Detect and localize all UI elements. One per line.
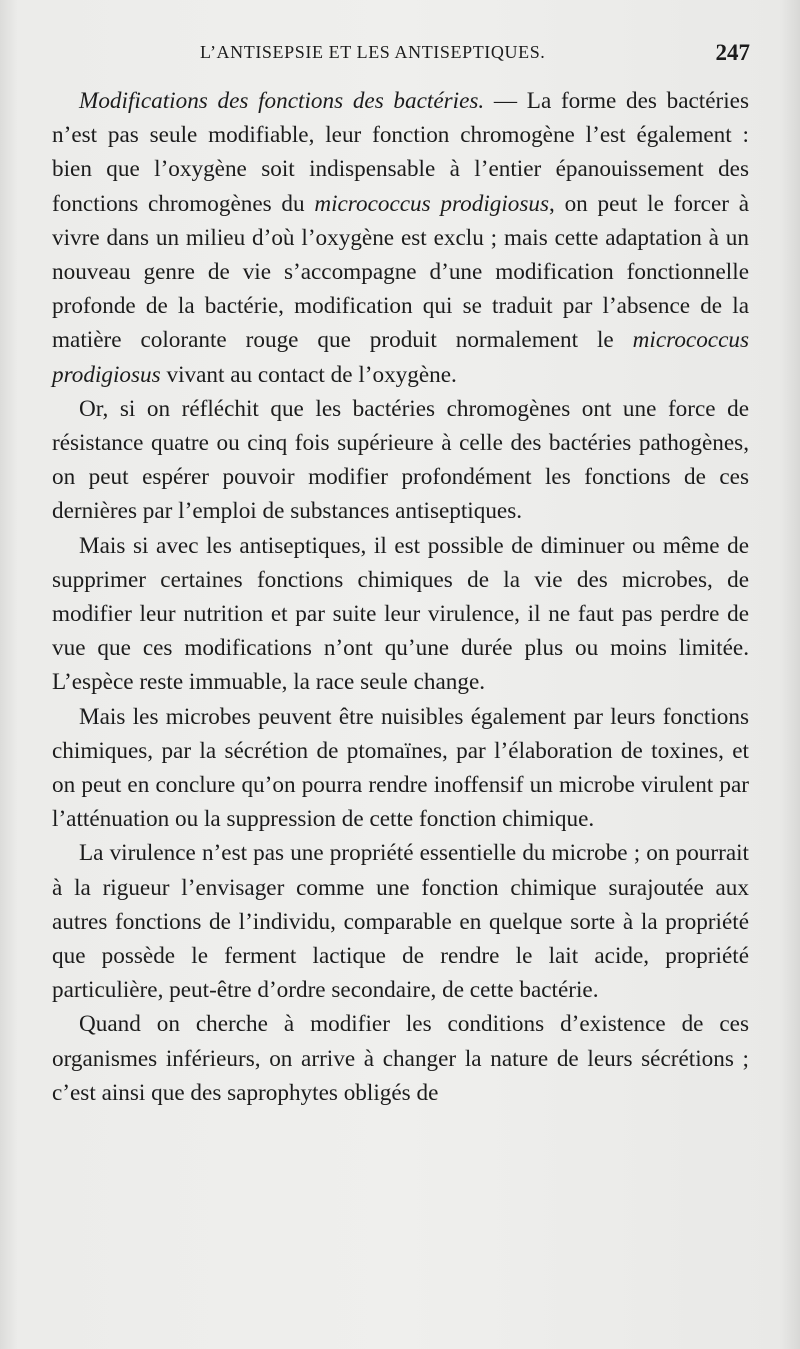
page-header <box>52 42 750 72</box>
paragraph-1-text-3: vivant au contact de l’oxygène. <box>160 361 457 388</box>
paragraph-1 <box>52 84 749 392</box>
species-name: micrococcus prodigiosus <box>314 190 550 217</box>
section-title: Modifications des fonctions des bactéries. <box>79 88 485 114</box>
paragraph-2: Or, si on réfléchit que les bactéries chromogènes ont une force de résistance quatre ou cinq fois supérieure à celle des bactéries pathogènes, on peut espérer pouvoir modifier profondément les fonctions de ces dernières par l’emploi de substances antiseptiques. <box>52 395 749 525</box>
species-name: micrococcus prodigiosus <box>52 327 749 388</box>
paragraph-3: Mais si avec les antiseptiques, il est possible de diminuer ou même de supprimer certaines fonctions chimiques de la vie des microbes, de modifier leur nutrition et par suite leur virulence, il ne faut pas perdre de vue que ces modifications n’ont qu’une durée plus ou moins limitée. L’espèce reste immuable, la race seule change. <box>52 532 749 696</box>
paragraph-1-text-1: — La forme des bactéries n’est pas seule modifiable, leur fonction chromogène l’est également : bien que l’oxygène soit indispensable à l’entier épanouissement des fonctions chromogènes du <box>52 88 749 217</box>
paragraph-4: Mais les microbes peuvent être nuisibles également par leurs fonctions chimiques, par la sécrétion de ptomaïnes, par l’élaboration de toxines, et on peut en conclure qu’on pourra rendre inoffensif un microbe virulent par l’atténuation ou la suppression de cette fonction chimique. <box>52 703 749 833</box>
page-number: 247 <box>715 40 750 65</box>
running-title: L’ANTISEPSIE ET LES ANTISEPTIQUES. <box>200 42 546 62</box>
paragraph-1-text-2: , on peut le forcer à vivre dans un milieu d’où l’oxygène est exclu ; mais cette adaptation à un nouveau genre de vie s’accompagne d’une modification fonctionnelle profonde de la bactérie, modification qui se traduit par l’absence de la matière colorante rouge que produit normalement le <box>52 190 750 354</box>
paragraph-5: La virulence n’est pas une propriété essentielle du microbe ; on pourrait à la rigueur l’envisager comme une fonction chimique surajoutée aux autres fonctions de l’individu, comparable en quelque sorte à la propriété que possède le ferment lactique de rendre le lait acide, propriété particulière, peut-être d’ordre secondaire, de cette bactérie. <box>52 840 749 1004</box>
paragraph-6: Quand on cherche à modifier les conditions d’existence de ces organismes inférieurs, on arrive à changer la nature de leurs sécrétions ; c’est ainsi que des saprophytes obligés de <box>52 1011 749 1106</box>
body-text <box>52 84 749 1110</box>
